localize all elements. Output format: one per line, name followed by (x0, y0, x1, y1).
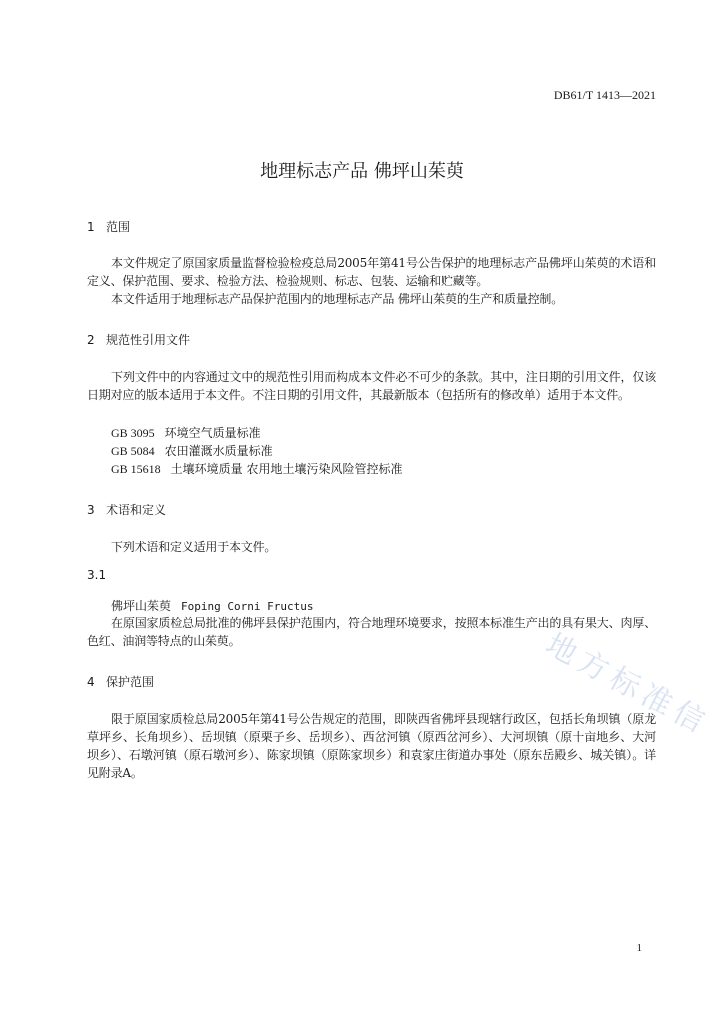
section-3-heading (87, 501, 166, 518)
section-number: 4 (87, 675, 95, 689)
section-4-heading (87, 673, 154, 690)
term-definition: 在原国家质检总局批准的佛坪县保护范围内，符合地理环境要求，按照本标准生产出的具有果大、肉厚、色红、油润等特点的山茱萸。 (87, 616, 656, 648)
reference-item (111, 442, 273, 460)
subsection-number: 3.1 (87, 568, 107, 582)
section-number: 1 (87, 220, 95, 234)
reference-item (111, 424, 261, 442)
section-title: 术语和定义 (106, 503, 167, 517)
document-title: 地理标志产品 佛坪山茱萸 (260, 161, 464, 182)
reference-code: GB 15618 (111, 462, 161, 476)
term-latin: Foping Corni Fructus (181, 600, 314, 613)
term-entry (111, 597, 313, 614)
reference-name: 土壤环境质量 农用地土壤污染风险管控标准 (170, 462, 403, 476)
reference-code: GB 5084 (111, 444, 155, 458)
section-4-para: 限于原国家质检总局2005年第41号公告规定的范围，即陕西省佛坪县现辖行政区，包括长角坝镇（原龙草坪乡、长角坝乡）、岳坝镇（原栗子乡、岳坝乡）、西岔河镇（原西岔河乡）、大河坝镇（原十亩地乡、大河坝乡）、石墩河镇（原石墩河乡）、陈家坝镇（原陈家坝乡）和袁家庄街道办事处（原东岳殿乡、城关镇）。详见附录A。 (87, 712, 656, 780)
reference-name: 农田灌溉水质量标准 (164, 444, 273, 458)
watermark: 地方标准信 (539, 627, 716, 743)
section-title: 范围 (106, 220, 131, 234)
section-3-para: 下列术语和定义适用于本文件。 (111, 540, 277, 554)
section-1-heading (87, 218, 130, 235)
section-title: 保护范围 (106, 675, 155, 689)
page-number: 1 (636, 942, 642, 954)
reference-code: GB 3095 (111, 426, 155, 440)
term-chinese: 佛坪山茱萸 (111, 599, 172, 613)
section-1-para-1: 本文件规定了原国家质量监督检验检疫总局2005年第41号公告保护的地理标志产品佛坪山茱萸的术语和定义、保护范围、要求、检验方法、检验规则、标志、包装、运输和贮藏等。 (87, 256, 656, 288)
section-number: 3 (87, 503, 95, 517)
section-2-heading (87, 331, 190, 348)
document-code: DB61/T 1413—2021 (553, 88, 656, 102)
section-title: 规范性引用文件 (106, 333, 191, 347)
reference-name: 环境空气质量标准 (164, 426, 261, 440)
reference-item (111, 460, 403, 478)
section-number: 2 (87, 333, 95, 347)
section-1-para-2: 本文件适用于地理标志产品保护范围内的地理标志产品 佛坪山茱萸的生产和质量控制。 (111, 292, 564, 306)
section-2-para: 下列文件中的内容通过文中的规范性引用而构成本文件必不可少的条款。其中，注日期的引用文件，仅该日期对应的版本适用于本文件。不注日期的引用文件，其最新版本（包括所有的修改单）适用于本文件。 (87, 370, 656, 402)
